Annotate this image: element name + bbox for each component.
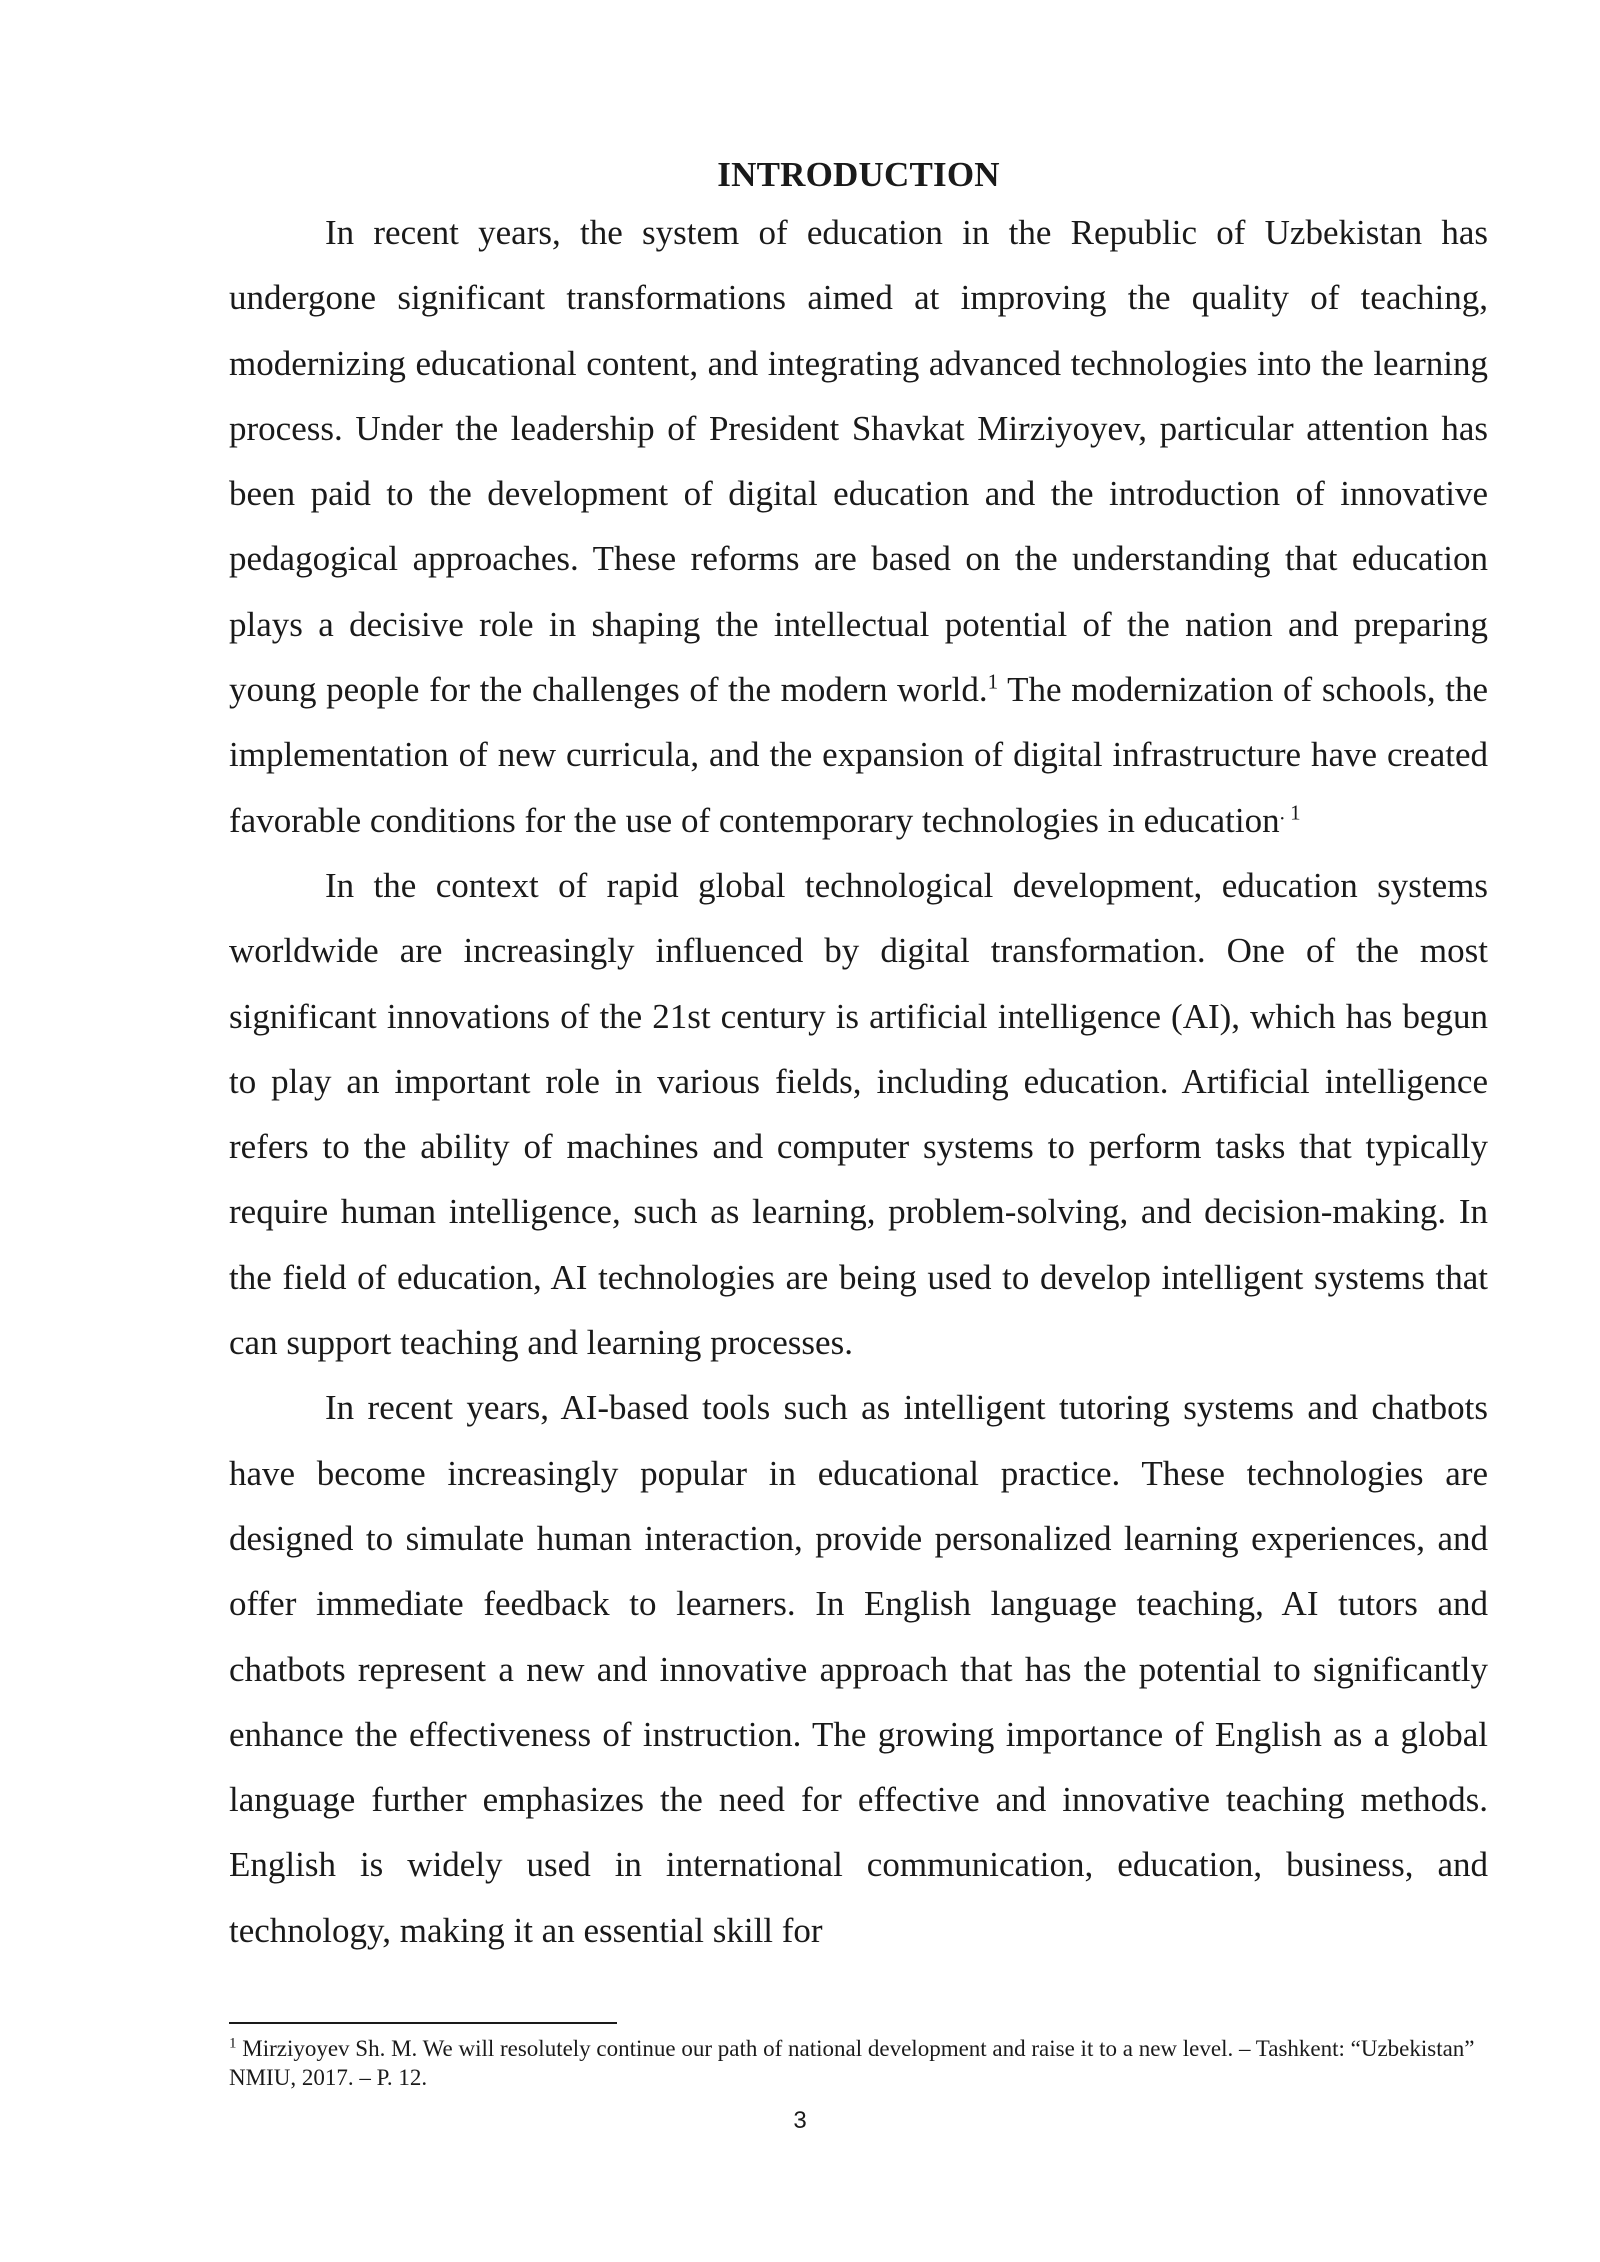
footnote-reference: 1: [987, 669, 999, 694]
section-heading: INTRODUCTION: [717, 155, 1000, 194]
paragraph-1-continuation: The modernization of schools, the implementation of new curricula, and the expansion of digital infrastructure have created favorable conditions for the use of contemporary technologies in education: [229, 670, 1488, 840]
footnote-separator: [229, 2022, 617, 2024]
body-text: [229, 150, 1488, 1963]
paragraph-3: In recent years, AI-based tools such as intelligent tutoring systems and chatbots have become increasingly popular in educational practice. These technologies are designed to simulate human interaction, provide personalized learning experiences, and offer immediate feedback to learners. In English language teaching, AI tutors and chatbots represent a new and innovative approach that has the potential to significantly enhance the effectiveness of instruction. The growing importance of English as a global language further emphasizes the need for effective and innovative teaching methods. English is widely used in international communication, education, business, and technology, making it an essential skill for: [229, 1388, 1488, 1950]
paragraph-1-text: In recent years, the system of education in the Republic of Uzbekistan has undergone significant transformations aimed at improving the quality of teaching, modernizing educational content, and integrating advanced technologies into the learning process. Under the leadership of President Shavkat Mirziyoyev, particular attention has been paid to the development of digital education and the introduction of innovative pedagogical approaches. These reforms are based on the understanding that education plays a decisive role in shaping the intellectual potential of the nation and preparing young people for the challenges of the modern world.: [229, 213, 1488, 710]
page-number: 3: [793, 2107, 807, 2134]
footnote-text: Mirziyoyev Sh. M. We will resolutely continue our path of national development and raise it to a new level. – Tashkent: “Uzbekistan” NMIU, 2017. – P. 12.: [229, 2036, 1475, 2090]
footnote-reference: . 1: [1279, 800, 1301, 825]
paragraph-1: [229, 200, 1488, 853]
paragraph-2: In the context of rapid global technological development, education systems worldwide are increasingly influenced by digital transformation. One of the most significant innovations of the 21st century is artificial intelligence (AI), which has begun to play an important role in various fields, including education. Artificial intelligence refers to the ability of machines and computer systems to perform tasks that typically require human intelligence, such as learning, problem-solving, and decision-making. In the field of education, AI technologies are being used to develop intelligent systems that can support teaching and learning processes.: [229, 865, 1488, 1363]
footnote: [229, 2034, 1488, 2092]
footnote-marker: 1: [229, 2035, 237, 2052]
